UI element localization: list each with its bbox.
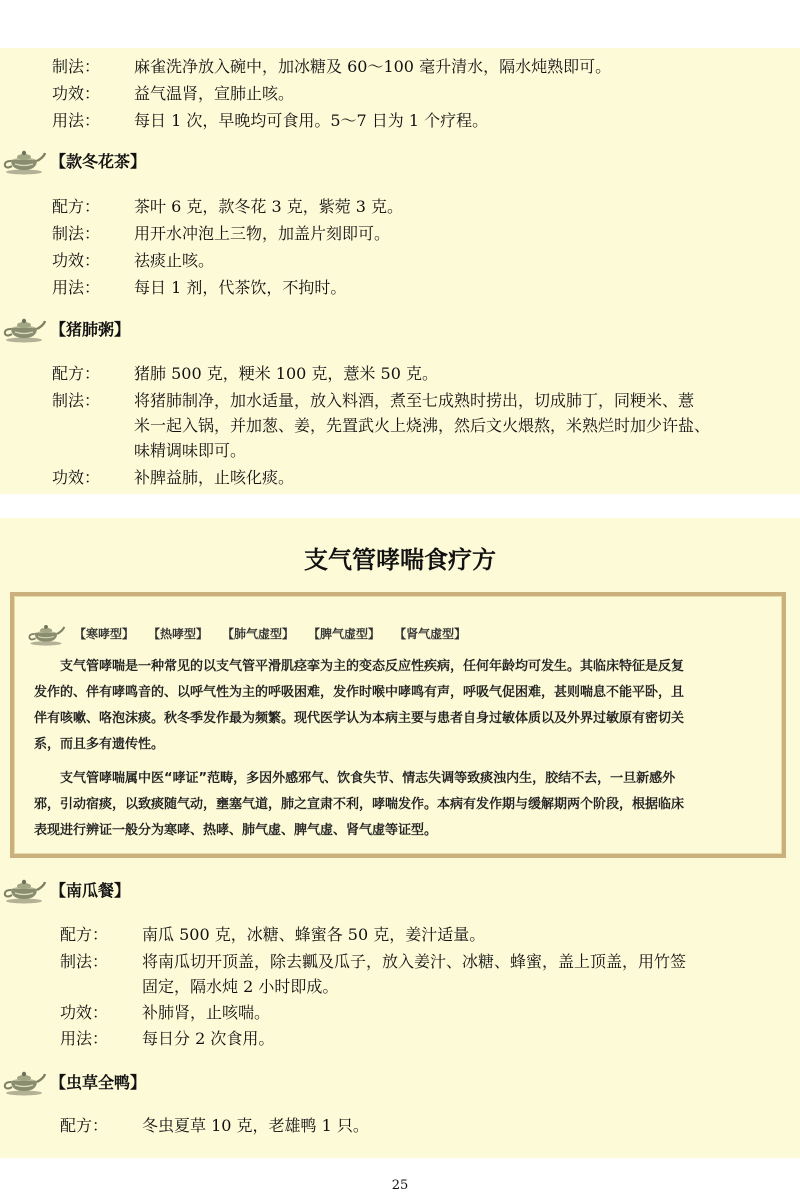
teapot-icon — [26, 620, 66, 646]
row-text: 固定，隔水炖 2 小时即成。 — [142, 977, 339, 996]
row-label: 配方： — [60, 1116, 109, 1135]
recipe-title: 【款冬花茶】 — [50, 151, 147, 171]
row-label: 用法： — [52, 111, 101, 130]
row-label: 配方： — [52, 197, 101, 216]
para-line: 邪，引动宿痰，以致痰随气动，壅塞气道，肺之宣肃不利，哮喘发作。本病有发作期与缓解期两个阶段，根据临床 — [34, 797, 685, 812]
row-label: 功效： — [52, 84, 101, 103]
row-text: 味精调味即可。 — [134, 441, 247, 460]
para-line: 伴有咳嗽、咯泡沫痰。秋冬季发作最为频繁。现代医学认为本病主要与患者自身过敏体质以及外界过敏原有密切关 — [34, 711, 685, 726]
type-link[interactable]: 【肺气虚型】 — [222, 626, 295, 641]
teapot-icon — [2, 874, 46, 904]
row-label: 用法： — [52, 278, 101, 297]
type-link[interactable]: 【肾气虚型】 — [394, 626, 467, 641]
type-link[interactable]: 【寒哮型】 — [74, 626, 135, 641]
recipe-title: 【南瓜餐】 — [50, 880, 131, 900]
type-list — [26, 620, 480, 646]
row-label: 配方： — [52, 364, 101, 383]
intro-paragraph-1 — [34, 654, 764, 758]
row-text: 猪肺 500 克，粳米 100 克，薏米 50 克。 — [134, 364, 438, 383]
intro-paragraph-2 — [34, 766, 764, 844]
section-title: 支气管哮喘食疗方 — [304, 546, 496, 574]
teapot-icon — [2, 313, 46, 343]
row-label: 功效： — [52, 251, 101, 270]
recipe-heading-zhufei — [2, 313, 130, 343]
row-label: 用法： — [60, 1029, 109, 1048]
row-text: 每日 1 次，早晚均可食用。5～7 日为 1 个疗程。 — [134, 111, 489, 130]
row-text: 益气温肾，宣肺止咳。 — [134, 84, 295, 103]
recipe-heading-nangua — [2, 874, 130, 904]
para-line: 发作的、伴有哮鸣音的、以呼气性为主的呼吸困难，发作时喉中哮鸣有声，呼吸气促困难，甚则喘息不能平卧，且 — [34, 685, 685, 700]
row-text: 用开水冲泡上三物，加盖片刻即可。 — [134, 224, 391, 243]
type-link[interactable]: 【脾气虚型】 — [308, 626, 381, 641]
row-text: 将猪肺制净，加水适量，放入料酒，煮至七成熟时捞出，切成肺丁，同粳米、薏 — [134, 391, 695, 410]
para-line: 表现进行辨证一般分为寒哮、热哮、肺气虚、脾气虚、肾气虚等证型。 — [34, 823, 438, 838]
row-text: 每日 1 剂，代茶饮，不拘时。 — [134, 278, 347, 297]
recipe-title: 【猪肺粥】 — [50, 319, 131, 339]
recipe-heading-chongcao — [2, 1066, 146, 1096]
para-line: 系，而且多有遗传性。 — [34, 737, 165, 752]
row-label: 制法： — [60, 952, 109, 971]
recipe-title: 【虫草全鸭】 — [50, 1072, 147, 1092]
type-link[interactable]: 【热哮型】 — [148, 626, 209, 641]
row-label: 功效： — [60, 1003, 109, 1022]
row-text: 祛痰止咳。 — [134, 251, 215, 270]
teapot-icon — [2, 145, 46, 175]
row-text: 将南瓜切开顶盖，除去瓤及瓜子，放入姜汁、冰糖、蜂蜜，盖上顶盖，用竹签 — [142, 952, 687, 971]
row-text: 补脾益肺，止咳化痰。 — [134, 468, 295, 487]
row-text: 每日分 2 次食用。 — [142, 1029, 275, 1048]
para-line: 支气管哮喘是一种常见的以支气管平滑肌痉挛为主的变态反应性疾病，任何年龄均可发生。其临床特征是反复 — [60, 659, 685, 674]
row-label: 功效： — [52, 468, 101, 487]
row-text: 米一起入锅，并加葱、姜，先置武火上烧沸，然后文火煨熬，米熟烂时加少许盐、 — [134, 416, 711, 435]
para-line: 支气管哮喘属中医“哮证”范畴，多因外感邪气、饮食失节、情志失调等致痰浊内生，胶结不去，一旦新感外 — [60, 771, 676, 786]
row-text: 茶叶 6 克，款冬花 3 克，紫菀 3 克。 — [134, 197, 404, 216]
teapot-icon — [2, 1066, 46, 1096]
recipe-heading-kuandong — [2, 145, 146, 175]
row-label: 制法： — [52, 57, 101, 76]
row-label: 制法： — [52, 224, 101, 243]
row-text: 南瓜 500 克，冰糖、蜂蜜各 50 克，姜汁适量。 — [142, 925, 486, 944]
page-number: 25 — [391, 1178, 409, 1193]
row-text: 补肺肾，止咳喘。 — [142, 1003, 271, 1022]
row-label: 制法： — [52, 391, 101, 410]
row-label: 配方： — [60, 925, 109, 944]
row-text: 冬虫夏草 10 克，老雄鸭 1 只。 — [142, 1116, 369, 1135]
intro-box — [10, 592, 786, 858]
row-text: 麻雀洗净放入碗中，加冰糖及 60～100 毫升清水，隔水炖熟即可。 — [134, 57, 612, 76]
